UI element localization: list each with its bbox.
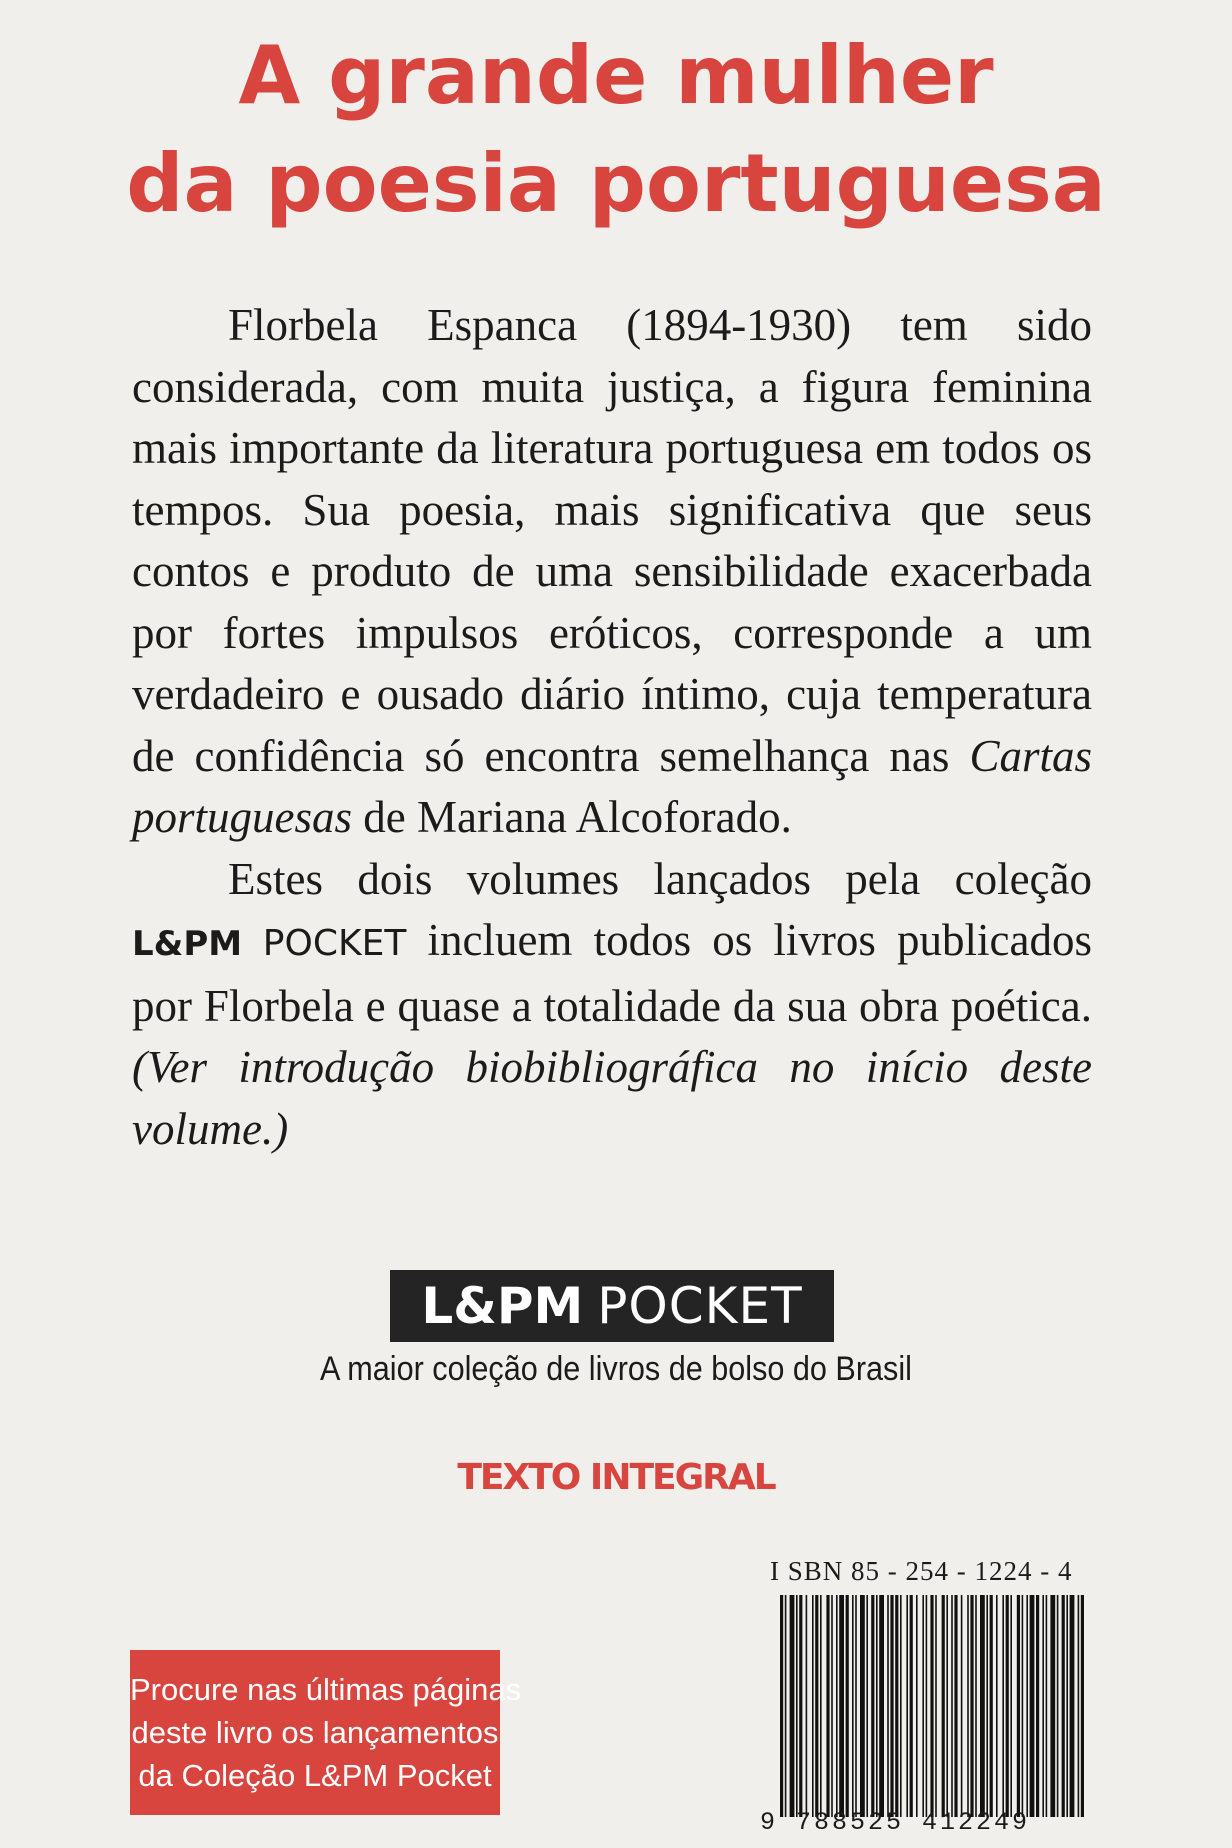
barcode-bar (975, 1595, 977, 1817)
barcode-bar (1042, 1595, 1044, 1817)
barcode-bar (1036, 1595, 1039, 1817)
barcode-bar (855, 1595, 857, 1817)
barcode-bar (935, 1595, 937, 1817)
barcode-bar (866, 1595, 868, 1817)
blurb-text (132, 295, 1092, 1160)
publisher-tagline: A maior coleção de livros de bolso do Brasil (320, 1350, 912, 1388)
headline-line-1: A grande mulher (238, 29, 994, 122)
barcode-bar (890, 1595, 893, 1817)
blurb-p1-text-b: de Mariana Alcoforado. (352, 792, 792, 842)
barcode-bar (839, 1595, 844, 1817)
blurb-p2-italic-note: (Ver introdução biobibliográfica no início deste volume.) (132, 1042, 1092, 1154)
barcode-bar (1010, 1595, 1012, 1817)
barcode-bar (970, 1595, 973, 1817)
barcode-bar (1017, 1595, 1020, 1817)
barcode-bar (996, 1595, 998, 1817)
barcode-bar (879, 1595, 884, 1817)
inline-brand-bold: L&PM (132, 924, 243, 964)
logo-thin-text: POCKET (597, 1277, 803, 1335)
barcode (776, 1595, 1088, 1817)
barcode-bar (1026, 1595, 1028, 1817)
inline-brand-wordmark (132, 924, 406, 964)
barcode-bar (900, 1595, 902, 1817)
barcode-bar (986, 1595, 988, 1817)
barcode-digits: 9 788525 412249 (760, 1808, 1031, 1837)
barcode-bar (796, 1595, 798, 1817)
barcode-bar (806, 1595, 808, 1817)
promo-box (130, 1650, 522, 1815)
isbn-label: I SBN 85 - 254 - 1224 - 4 (770, 1556, 1073, 1586)
barcode-bar (916, 1595, 918, 1817)
barcode-bar (895, 1595, 898, 1817)
barcode-bar (967, 1595, 969, 1817)
logo-bold-text: L&PM (421, 1277, 584, 1335)
barcode-bar (815, 1595, 818, 1817)
barcode-bar (942, 1595, 945, 1817)
barcode-bar (799, 1595, 802, 1817)
barcode-bar (961, 1595, 963, 1817)
barcode-bar (946, 1595, 948, 1817)
barcode-bar (922, 1595, 924, 1817)
barcode-bar (780, 1595, 783, 1817)
blurb-paragraph-2 (132, 849, 1092, 1161)
blurb-paragraph-1 (132, 295, 1092, 849)
barcode-bar (980, 1595, 985, 1817)
barcode-bar (1070, 1595, 1075, 1817)
barcode-bar (906, 1595, 908, 1817)
texto-integral-label: TEXTO INTEGRAL (457, 1457, 775, 1498)
barcode-bar (871, 1595, 874, 1817)
blurb-p1-text-a: Florbela Espanca (1894-1930) tem sido considerada, com muita justiça, a figura feminina mais importante da literatura portuguesa em todos os tempos. Sua poesia, mais significativa que seus contos e produto de uma sensibilidade exacerbada por fortes impulsos eróticos, corresponde a um verdadeiro e ousado diário íntimo, cuja temperatura de confidência só encontra semelhança nas (132, 300, 1092, 781)
promo-line-3: da Coleção L&PM Pocket (138, 1758, 492, 1793)
barcode-bar (852, 1595, 854, 1817)
barcode-bar (951, 1595, 953, 1817)
barcode-bar (876, 1595, 878, 1817)
barcode-bar (820, 1595, 822, 1817)
barcode-bar (831, 1595, 833, 1817)
blurb-p2-text-b: incluem todos os livros publicados por Florbela e quase a totalidade da sua obra poética. (132, 915, 1093, 1031)
barcode-bar (1057, 1595, 1059, 1817)
publisher-logo (390, 1270, 834, 1342)
inline-brand-thin: POCKET (262, 923, 407, 964)
barcode-bar (860, 1595, 865, 1817)
barcode-bar (1062, 1595, 1065, 1817)
promo-line-2: deste livro os lançamentos (131, 1715, 499, 1750)
barcode-bar (785, 1595, 787, 1817)
barcode-bar (1050, 1595, 1055, 1817)
barcode-bar (887, 1595, 889, 1817)
barcode-bar (1046, 1595, 1048, 1817)
barcode-bar (926, 1595, 928, 1817)
barcode-bar (812, 1595, 814, 1817)
blurb-p2-text-a: Estes dois volumes lançados pela coleção (228, 853, 1092, 904)
barcode-bar (1066, 1595, 1068, 1817)
headline-line-2: da poesia portuguesa (126, 137, 1106, 230)
barcode-bar (990, 1595, 993, 1817)
barcode-bar (1081, 1595, 1084, 1817)
blurb-p1-italic-title: Cartas portuguesas (132, 730, 1092, 842)
barcode-bar (954, 1595, 957, 1817)
barcode-bar (930, 1595, 933, 1817)
barcode-bar (826, 1595, 829, 1817)
barcode-bar (790, 1595, 795, 1817)
barcode-bar (1078, 1595, 1080, 1817)
barcode-bar (836, 1595, 838, 1817)
barcode-bar (1022, 1595, 1024, 1817)
barcode-bar (846, 1595, 849, 1817)
barcode-bar (1002, 1595, 1004, 1817)
barcode-bar (1030, 1595, 1035, 1817)
barcode-bar (910, 1595, 913, 1817)
cover-headline (0, 22, 1232, 238)
barcode-bar (1006, 1595, 1009, 1817)
promo-line-1: Procure nas últimas páginas (130, 1672, 522, 1707)
